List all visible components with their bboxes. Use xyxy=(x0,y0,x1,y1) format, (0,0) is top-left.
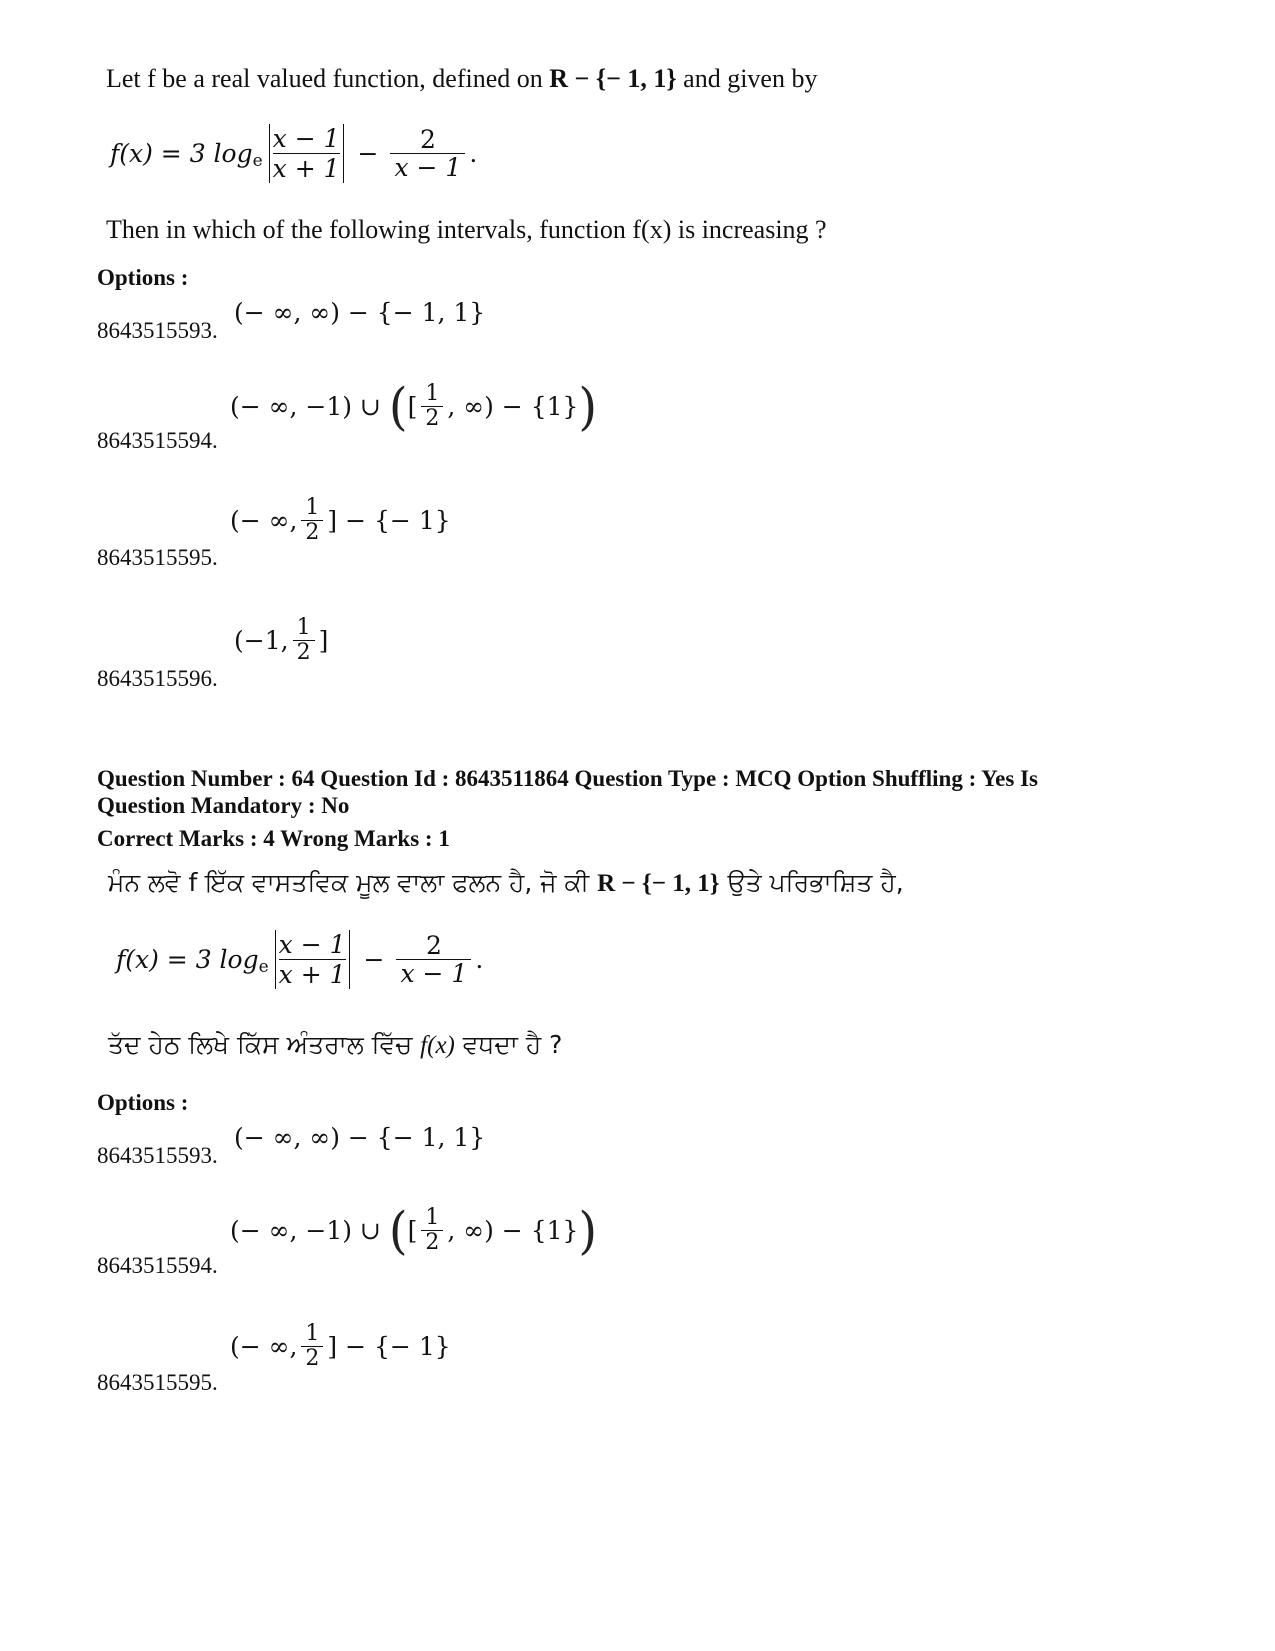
q63-domain-set: R − {− 1, 1} xyxy=(549,64,677,93)
q64-header-line-2: Question Mandatory : No xyxy=(97,793,350,818)
q63-fraction: $\frac{2}{x - 1}$ xyxy=(390,126,465,182)
q64-marks: Correct Marks : 4 Wrong Marks : 1 xyxy=(97,826,450,851)
q64-options-label: Options : xyxy=(97,1090,189,1115)
q63-question-text: Then in which of the following intervals, function f(x) is increasing ? xyxy=(106,215,827,244)
q63-function-definition: f(x) = 3 log $_e$ x − 1 x + 1 − $\frac{2}{x - 1}$ . xyxy=(110,124,478,183)
q63-option-1-id: 8643515593. xyxy=(97,318,218,343)
q63-stem: Let f be a real valued function, defined on R − {− 1, 1} and given by xyxy=(106,64,818,93)
q64-stem-punjabi: ਮੰਨ ਲਵੋ f ਇੱਕ ਵਾਸਤਵਿਕ ਮੂਲ ਵਾਲਾ ਫਲਨ ਹੈ, ਜੋ ਕੀ R − {− 1, 1} ਉਤੇ ਪਰਿਭਾਸ਼ਿਤ ਹੈ, xyxy=(108,868,904,897)
q64-header-line-1: Question Number : 64 Question Id : 8643511864 Question Type : MCQ Option Shuffling : Yes Is xyxy=(97,766,1038,791)
q64-question-text-punjabi: ਤੱਦ ਹੇਠ ਲਿਖੇ ਕਿੱਸ ਅੰਤਰਾਲ ਵਿੱਚ f(x) ਵਧਦਾ ਹੈ ? xyxy=(108,1030,563,1059)
q64-domain-set: R − {− 1, 1} xyxy=(597,870,720,897)
q64-function-definition: f(x) = 3 log $_e$ x − 1 x + 1 − $\frac{2}{x - 1}$ . xyxy=(116,930,484,989)
q63-option-3-id: 8643515595. xyxy=(97,545,218,570)
q64-option-1-id: 8643515593. xyxy=(97,1143,218,1168)
q63-option-4-id: 8643515596. xyxy=(97,666,218,691)
q63-option-2-expr[interactable]: (− ∞, −1) ∪ ( [ $\frac{1}{2}$ , ∞) − {1} ) xyxy=(230,377,598,437)
q64-fraction: $\frac{2}{x - 1}$ xyxy=(396,932,471,988)
q64-option-1-expr[interactable]: (− ∞, ∞) − {− 1, 1} xyxy=(234,1123,486,1152)
q64-option-3-expr[interactable]: (− ∞, $\frac{1}{2}$ ] − {− 1} xyxy=(230,1321,451,1372)
q63-abs-fraction: x − 1 x + 1 xyxy=(269,124,344,183)
q64-abs-fraction: x − 1 x + 1 xyxy=(275,930,350,989)
q63-option-1-expr[interactable]: (− ∞, ∞) − {− 1, 1} xyxy=(234,298,486,327)
q64-option-2-id: 8643515594. xyxy=(97,1253,218,1278)
q63-options-label: Options : xyxy=(97,265,189,290)
q63-option-4-expr[interactable]: (−1, $\frac{1}{2}$ ] xyxy=(234,615,329,666)
q63-option-3-expr[interactable]: (− ∞, $\frac{1}{2}$ ] − {− 1} xyxy=(230,495,451,546)
q64-option-3-id: 8643515595. xyxy=(97,1370,218,1395)
q63-option-2-id: 8643515594. xyxy=(97,428,218,453)
q64-option-2-expr[interactable]: (− ∞, −1) ∪ ( [ $\frac{1}{2}$ , ∞) − {1} ) xyxy=(230,1201,598,1261)
